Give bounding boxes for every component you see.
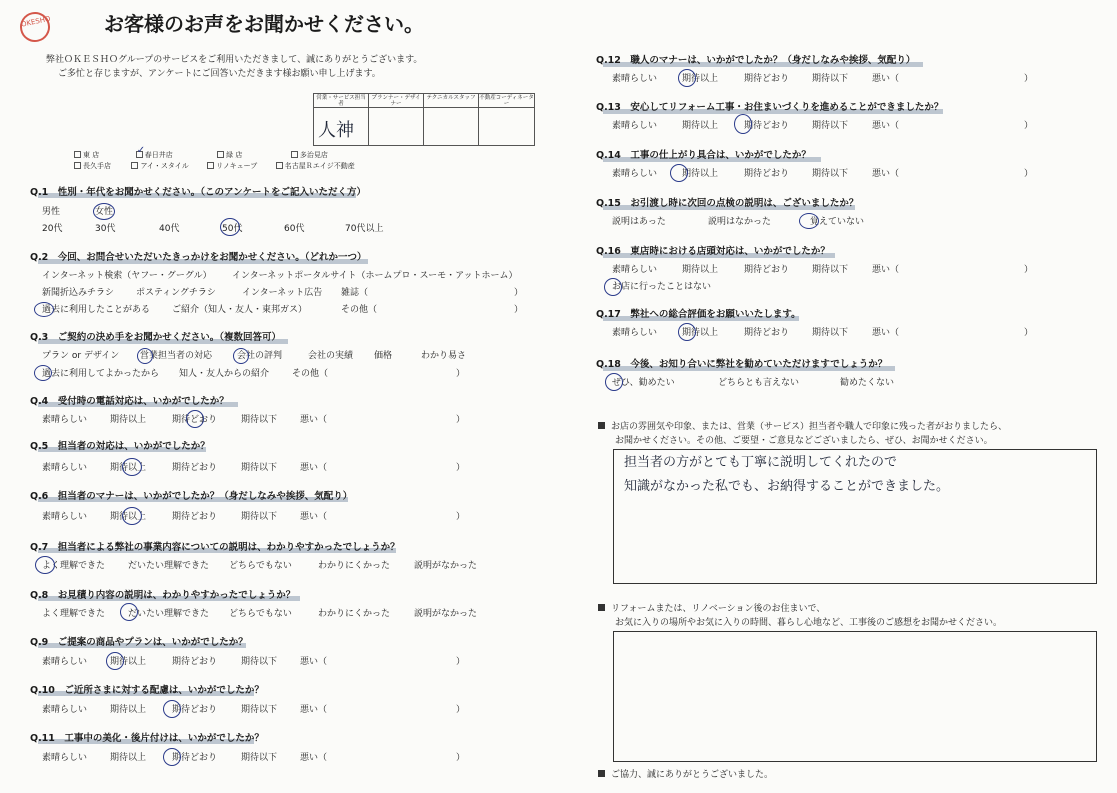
scale-option[interactable]: 悪い（ [300,753,328,763]
q15-option[interactable]: 説明はなかった [708,217,772,227]
q3-option[interactable]: 過去に利用してよかったから [42,369,160,379]
q14-title: Q.14 工事の仕上がり具合は、いかがでしたか？ [596,150,811,161]
q2-option[interactable]: インターネットポータルサイト（ホームプロ・スーモ・アットホーム） [232,271,518,281]
scale-option[interactable]: 悪い（ [872,328,900,338]
q7-option[interactable]: わかりにくかった [318,561,391,571]
scale-option[interactable]: 素晴らしい [612,74,658,84]
scale-option[interactable]: 悪い（ [872,121,900,131]
q2-option[interactable]: ご紹介（知人・友人・東邦ガス） [172,305,308,315]
scale-option[interactable]: 期待どおり [744,121,790,131]
scale-option[interactable]: 期待以上 [682,121,719,131]
q1-age[interactable]: 70代以上 [345,224,384,234]
scale-paren-close: ） [1024,169,1034,179]
store-row-2 [74,162,355,171]
scale-option[interactable]: 期待以下 [241,657,278,667]
comment2-prompt-2: お気に入りの場所やお気に入りの時間、暮らし心地など、工事後のご感想をお聞かせください。 [615,618,1003,628]
scale-option[interactable]: 期待どおり [172,705,218,715]
q12-title: Q.12 職人のマナーは、いかがでしたか？（身だしなみや挨拶、気配り） [596,55,916,66]
q8-option[interactable]: よく理解できた [42,609,106,619]
scale-paren-close: ） [456,753,466,763]
staff-cell-technical[interactable] [424,108,479,145]
store-row-1 [74,145,328,160]
scale-option[interactable]: 期待以上 [110,512,147,522]
store-checkbox[interactable] [291,151,298,158]
store-checkbox-checked[interactable]: ✓ [136,145,146,156]
staff-cell-sales[interactable] [314,108,369,145]
scale-paren-close: ） [456,657,466,667]
store-checkbox[interactable] [74,162,81,169]
scale-option[interactable]: 素晴らしい [42,463,88,473]
q8-option[interactable]: どちらでもない [229,609,292,619]
q3-option[interactable]: 価格 [374,351,393,361]
q1-age[interactable]: 60代 [284,224,305,234]
scale-option[interactable]: 期待以下 [241,705,278,715]
q3-option[interactable]: 営業担当者の対応 [140,351,213,361]
staff-cell-realestate[interactable] [479,108,534,145]
q2-option[interactable]: 過去に利用したことがある [42,305,151,315]
q2-option[interactable]: その他（ [341,305,378,315]
comment1-handwriting-1: 担当者の方がとても丁寧に説明してくれたので [624,455,898,470]
scale-option[interactable]: 期待以上 [682,169,719,179]
scale-option[interactable]: 期待どおり [172,753,218,763]
scale-paren-close: ） [1024,265,1034,275]
scale-paren-close: ） [456,705,466,715]
q10-title: Q.10 ご近所さまに対する配慮は、いかがでしたか？ [30,685,264,696]
scale-option[interactable]: 期待以下 [812,265,849,275]
scale-option[interactable]: 期待どおり [744,74,790,84]
store-checkbox[interactable] [74,151,81,158]
staff-header-planner: プランナー・デザイナー [369,94,424,108]
scale-option[interactable]: 素晴らしい [42,512,88,522]
store-label-checked: 春日井店 [144,151,173,159]
scale-option[interactable]: 期待どおり [744,169,790,179]
scale-option[interactable]: 期待以下 [241,753,278,763]
staff-header-technical: テクニカルスタッフ [424,94,479,108]
intro-line-2: ご多忙と存じますが、アンケートにご回答いただきます様お願い申し上げます。 [58,69,381,79]
q8-title: Q.8 お見積り内容の説明は、わかりやすかったでしょうか？ [30,590,296,601]
q2-option[interactable]: インターネット広告 [242,288,323,298]
company-stamp: OKESHO [17,9,53,45]
q3-option[interactable]: わかり易さ [421,351,467,361]
scale-paren-close: ） [456,512,466,522]
comment2-prompt-1: リフォームまたは、リノベーション後のお住まいで、 [598,604,825,615]
scale-option[interactable]: 素晴らしい [42,753,88,763]
comment1-prompt-2: お聞かせください。その他、ご要望・ご意見などございましたら、ぜひ、お聞かせください。 [615,436,993,446]
q1-option[interactable]: 男性 [42,207,61,217]
q17-title: Q.17 弊社への総合評価をお願いいたします。 [596,309,801,320]
q8-option[interactable]: 説明がなかった [414,609,478,619]
q15-title: Q.15 お引渡し時に次回の点検の説明は、ございましたか？ [596,198,859,209]
comment1-prompt-1: お店の雰囲気や印象、または、営業（サービス）担当者や職人で印象に残った者がおりましたら、 [598,422,1007,433]
q3-title: Q.3 ご契約の決め手をお聞かせください。（複数回答可） [30,332,282,343]
scale-option[interactable]: 期待以下 [241,512,278,522]
store-label: 東 店 [83,151,100,159]
q2-paren-close: ） [514,305,524,315]
q3-paren-close: ） [456,369,466,379]
q18-option[interactable]: どちらとも言えない [718,378,800,388]
scale-option[interactable]: 期待以下 [241,463,278,473]
q2-paren-close: ） [514,288,524,298]
scale-option[interactable]: 素晴らしい [612,121,658,131]
q7-title: Q.7 担当者による弊社の事業内容についての説明は、わかりやすかったでしょうか？ [30,542,400,553]
scale-option[interactable]: 期待どおり [172,415,218,425]
intro-line-1: 弊社ＯＫＥＳＨＯグループのサービスをご利用いただきまして、誠にありがとうございます。 [46,55,423,65]
q3-option[interactable]: その他（ [292,369,329,379]
scale-option[interactable]: 期待以上 [682,328,719,338]
q1-age[interactable]: 20代 [42,224,63,234]
scale-option[interactable]: 期待どおり [172,512,218,522]
staff-table [313,93,535,146]
q1-option[interactable]: 女性 [95,207,114,217]
store-label: アイ・スタイル [140,162,189,170]
q7-option[interactable]: よく理解できた [42,561,106,571]
scale-option[interactable]: 期待以下 [812,74,849,84]
q7-option[interactable]: どちらでもない [229,561,292,571]
scale-option[interactable]: 悪い（ [300,415,328,425]
scale-paren-close: ） [456,463,466,473]
scale-option[interactable]: 期待以上 [110,753,147,763]
scale-option[interactable]: 素晴らしい [612,169,658,179]
scale-option[interactable]: 悪い（ [872,74,900,84]
scale-paren-close: ） [1024,74,1034,84]
scale-option[interactable]: 悪い（ [300,705,328,715]
scale-option[interactable]: 悪い（ [872,265,900,275]
scale-option[interactable]: 素晴らしい [612,265,658,275]
q2-option[interactable]: インターネット検索（ヤフー・グーグル） [42,271,212,281]
q2-title: Q.2 今回、お問合せいただいたきっかけをお聞かせください。（どれか一つ） [30,252,367,263]
scale-option[interactable]: 期待以上 [110,705,147,715]
scale-option[interactable]: 悪い（ [300,657,328,667]
scale-paren-close: ） [1024,328,1034,338]
store-checkbox[interactable] [207,162,214,169]
q2-option[interactable]: 雑誌（ [341,288,369,298]
staff-sales-name: 人神 [318,120,354,141]
store-label: 名古屋Ｒエイジ不動産 [284,162,355,170]
staff-header-realestate: 不動産コーディネーター [479,95,534,107]
q3-option[interactable]: 会社の実績 [308,351,354,361]
scale-paren-close: ） [1024,121,1034,131]
q18-title: Q.18 今後、お知り合いに弊社を勧めていただけますでしょうか？ [596,359,888,370]
scale-option[interactable]: 素晴らしい [42,415,88,425]
scale-paren-close: ） [456,415,466,425]
q18-option[interactable]: ぜひ、勧めたい [612,378,675,388]
scale-option[interactable]: 期待どおり [744,265,790,275]
q18-option[interactable]: 勧めたくない [840,378,895,388]
q11-title: Q.11 工事中の美化・後片付けは、いかがでしたか？ [30,733,264,744]
q16-title: Q.16 東店時における店頭対応は、いかがでしたか？ [596,246,830,257]
store-label: リノキューブ [216,162,258,170]
q8-option[interactable]: だいたい理解できた [128,609,210,619]
comment2-box[interactable] [613,631,1097,762]
q7-option[interactable]: だいたい理解できた [128,561,210,571]
scale-option[interactable]: 素晴らしい [612,328,658,338]
q15-option[interactable]: 説明はあった [612,217,666,227]
q6-title: Q.6 担当者のマナーは、いかがでしたか？（身だしなみや挨拶、気配り） [30,491,353,502]
store-label: 緑 店 [226,151,243,159]
scale-option[interactable]: 期待以上 [682,74,719,84]
store-checkbox[interactable] [131,162,138,169]
q13-title: Q.13 安心してリフォーム工事・お住まいづくりを進めることができましたか？ [596,102,944,113]
q1-age[interactable]: 50代 [222,224,243,234]
store-checkbox[interactable] [217,151,224,158]
scale-option[interactable]: 悪い（ [300,512,328,522]
scale-option[interactable]: 素晴らしい [42,657,88,667]
scale-option[interactable]: 期待以下 [812,169,849,179]
scale-option[interactable]: 期待以上 [110,415,147,425]
scale-option[interactable]: 悪い（ [300,463,328,473]
scale-option[interactable]: 期待以上 [110,463,147,473]
q2-option[interactable]: 新聞折込みチラシ [42,288,115,298]
q16-option-never-visited[interactable]: お店に行ったことはない [612,282,712,292]
staff-cell-planner[interactable] [369,108,424,145]
scale-option[interactable]: 期待以下 [812,328,849,338]
scale-option[interactable]: 期待どおり [744,328,790,338]
q4-title: Q.4 受付時の電話対応は、いかがでしたか？ [30,396,229,407]
q9-title: Q.9 ご提案の商品やプランは、いかがでしたか？ [30,637,248,648]
staff-header-sales: 営業・サービス担当者 [314,94,369,108]
scale-option[interactable]: 素晴らしい [42,705,88,715]
q5-title: Q.5 担当者の対応は、いかがでしたか？ [30,441,210,452]
scale-option[interactable]: 期待以上 [110,657,147,667]
store-label: 多治見店 [299,151,328,159]
closing-text: ご協力、誠にありがとうございました。 [598,770,773,781]
page-title: お客様のお声をお聞かせください。 [104,12,424,36]
scale-option[interactable]: 期待どおり [172,463,218,473]
comment1-handwriting-2: 知識がなかった私でも、お納得することができました。 [624,479,950,494]
q8-option[interactable]: わかりにくかった [318,609,391,619]
q7-option[interactable]: 説明がなかった [414,561,478,571]
q3-option[interactable]: 会社の評判 [237,351,283,361]
scale-option[interactable]: 期待以上 [682,265,719,275]
q3-option[interactable]: プラン or デザイン [42,351,120,361]
q1-title: Q.1 性別・年代をお聞かせください。（このアンケートをご記入いただく方） [30,187,366,198]
q1-age[interactable]: 40代 [159,224,180,234]
scale-option[interactable]: 期待以下 [812,121,849,131]
q2-option[interactable]: ポスティングチラシ [136,288,216,298]
q3-option[interactable]: 知人・友人からの紹介 [179,369,270,379]
scale-option[interactable]: 悪い（ [872,169,900,179]
store-checkbox[interactable] [276,162,283,169]
q1-age[interactable]: 30代 [95,224,116,234]
q15-option[interactable]: 覚えていない [810,217,865,227]
scale-option[interactable]: 期待以下 [241,415,278,425]
scale-option[interactable]: 期待どおり [172,657,218,667]
store-label: 長久手店 [83,162,111,170]
